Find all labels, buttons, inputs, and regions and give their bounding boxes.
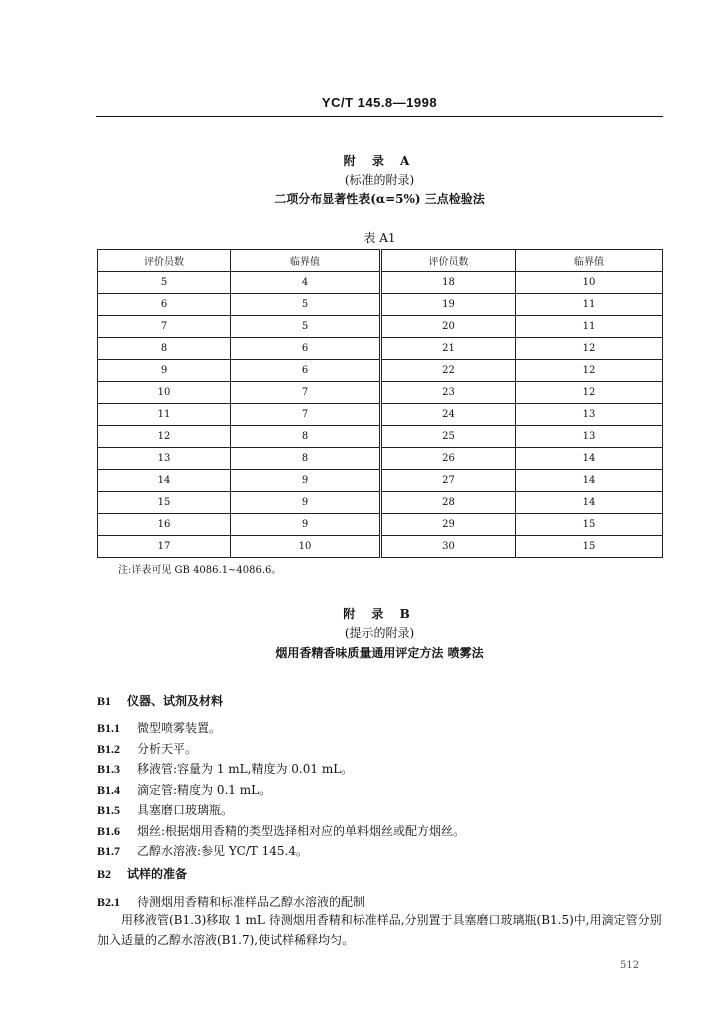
- column-header: 评价员数: [98, 250, 231, 272]
- table-cell: 24: [381, 404, 516, 426]
- b1-item: [97, 719, 221, 736]
- table-cell: 15: [516, 536, 663, 558]
- table-row: [98, 536, 663, 558]
- table-cell: 6: [231, 338, 381, 360]
- table-cell: 15: [516, 514, 663, 536]
- b1-item: [97, 822, 465, 839]
- b1-item: [97, 842, 308, 859]
- appendix-b-label: 附 录 B: [343, 607, 416, 621]
- table-cell: 27: [381, 470, 516, 492]
- item-number: B1.1: [97, 721, 121, 735]
- table-cell: 16: [98, 514, 231, 536]
- table-row: [98, 448, 663, 470]
- appendix-a-title: 二项分布显著性表(α=5%) 三点检验法: [274, 192, 485, 206]
- column-header: 临界值: [231, 250, 381, 272]
- table-cell: 4: [231, 272, 381, 294]
- table-cell: 12: [516, 382, 663, 404]
- table-cell: 29: [381, 514, 516, 536]
- item-text: 乙醇水溶液:参见 YC/T 145.4。: [137, 844, 308, 858]
- item-text: 烟丝:根据烟用香精的类型选择相对应的单料烟丝或配方烟丝。: [137, 823, 466, 838]
- table-cell: 14: [516, 470, 663, 492]
- appendix-a-label: 附 录 A: [343, 154, 416, 168]
- item-text: 具塞磨口玻璃瓶。: [137, 803, 234, 817]
- table-row: [98, 316, 663, 338]
- item-number: B2.1: [97, 895, 121, 909]
- appendix-b-title: 烟用香精香味质量通用评定方法 喷雾法: [275, 646, 484, 660]
- table-cell: 7: [98, 316, 231, 338]
- table-cell: 14: [516, 492, 663, 514]
- table-cell: 12: [516, 360, 663, 382]
- b1-item: [97, 760, 353, 777]
- b1-item: [97, 740, 197, 757]
- table-cell: 10: [231, 536, 381, 558]
- item-number: B1.5: [97, 803, 121, 817]
- item-text: 滴定管:精度为 0.1 mL。: [137, 782, 272, 797]
- table-cell: 13: [516, 426, 663, 448]
- section-title: 仪器、试剂及材料: [127, 694, 224, 708]
- table-cell: 22: [381, 360, 516, 382]
- table-cell: 10: [98, 382, 231, 404]
- table-cell: 11: [98, 404, 231, 426]
- table-cell: 9: [231, 470, 381, 492]
- item-number: B1.7: [97, 844, 121, 858]
- page-header-standard: YC/T 145.8—1998: [321, 95, 438, 110]
- table-cell: 9: [98, 360, 231, 382]
- subsection-b2-1: [97, 893, 365, 910]
- table-cell: 7: [231, 404, 381, 426]
- table-note: 注:详表可见 GB 4086.1~4086.6。: [118, 565, 282, 576]
- table-cell: 17: [98, 536, 231, 558]
- item-number: B1.3: [97, 762, 121, 776]
- table-cell: 7: [231, 382, 381, 404]
- table-cell: 12: [98, 426, 231, 448]
- item-number: B1.4: [97, 782, 121, 797]
- table-cell: 26: [381, 448, 516, 470]
- table-cell: 20: [381, 316, 516, 338]
- table-row: [98, 338, 663, 360]
- item-text: 分析天平。: [137, 741, 198, 756]
- table-cell: 6: [98, 294, 231, 316]
- significance-table: [97, 249, 663, 558]
- table-cell: 11: [516, 316, 663, 338]
- appendix-b-subtitle: (提示的附录): [344, 626, 415, 640]
- section-number: B2: [97, 867, 112, 881]
- table-row: [98, 272, 663, 294]
- table-cell: 23: [381, 382, 516, 404]
- table-cell: 8: [98, 338, 231, 360]
- column-header: 评价员数: [381, 250, 516, 272]
- b1-item: [97, 801, 233, 818]
- table-body: [98, 272, 663, 558]
- section-b1-heading: [97, 692, 223, 709]
- table-cell: 19: [381, 294, 516, 316]
- b1-item: [97, 781, 271, 798]
- table-cell: 25: [381, 426, 516, 448]
- table-row: [98, 294, 663, 316]
- page-number: 512: [620, 960, 640, 971]
- table-cell: 12: [516, 338, 663, 360]
- item-number: B1.2: [97, 741, 121, 756]
- b2-1-paragraph: 用移液管(B1.3)移取 1 mL 待测烟用香精和标准样品,分别置于具塞磨口玻璃瓶(B1.5)中,用滴定管分别加入适量的乙醇水溶液(B1.7),使试样稀释均匀。: [97, 913, 662, 947]
- table-row: [98, 492, 663, 514]
- item-text: 移液管:容量为 1 mL,精度为 0.01 mL。: [137, 762, 354, 776]
- appendix-a-subtitle: (标准的附录): [344, 173, 415, 187]
- table-cell: 6: [231, 360, 381, 382]
- table-cell: 11: [516, 294, 663, 316]
- table-row: [98, 404, 663, 426]
- table-row: [98, 426, 663, 448]
- table-cell: 18: [381, 272, 516, 294]
- table-row: [98, 514, 663, 536]
- item-number: B1.6: [97, 823, 121, 838]
- table-cell: 14: [98, 470, 231, 492]
- table-cell: 28: [381, 492, 516, 514]
- table-row: [98, 470, 663, 492]
- section-title: 试样的准备: [127, 867, 188, 881]
- item-text: 微型喷雾装置。: [137, 721, 222, 735]
- table-row: [98, 382, 663, 404]
- table-cell: 9: [231, 492, 381, 514]
- table-cell: 9: [231, 514, 381, 536]
- table-caption: 表 A1: [363, 231, 396, 245]
- table-row: [98, 360, 663, 382]
- table-cell: 5: [231, 294, 381, 316]
- table-cell: 8: [231, 448, 381, 470]
- section-b2-heading: [97, 865, 187, 882]
- table-cell: 13: [98, 448, 231, 470]
- header-rule: [96, 116, 663, 117]
- table-header-row: [98, 250, 663, 272]
- table-cell: 13: [516, 404, 663, 426]
- section-number: B1: [97, 694, 112, 708]
- table-cell: 5: [231, 316, 381, 338]
- column-header: 临界值: [516, 250, 663, 272]
- table-cell: 8: [231, 426, 381, 448]
- table-cell: 14: [516, 448, 663, 470]
- table-cell: 21: [381, 338, 516, 360]
- table-cell: 30: [381, 536, 516, 558]
- item-text: 待测烟用香精和标准样品乙醇水溶液的配制: [137, 895, 366, 909]
- table-cell: 15: [98, 492, 231, 514]
- table-cell: 10: [516, 272, 663, 294]
- table-cell: 5: [98, 272, 231, 294]
